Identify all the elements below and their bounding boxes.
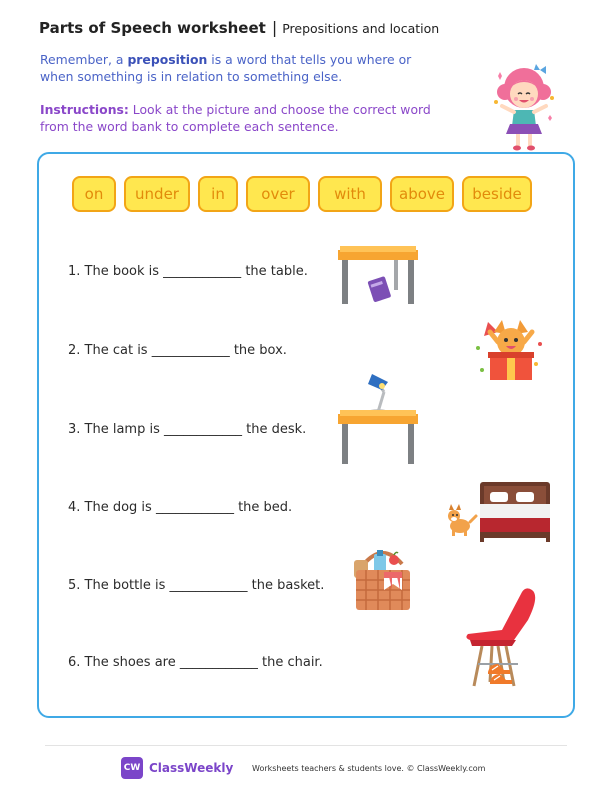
sentence-1: 1. The book is ____________ the table. xyxy=(68,264,308,279)
intro-prefix: Remember, a xyxy=(40,52,128,67)
sentence-6: 6. The shoes are ____________ the chair. xyxy=(68,655,323,670)
footer-tagline: Worksheets teachers & students love. © ClassWeekly.com xyxy=(252,764,486,773)
word-bank-item: under xyxy=(124,176,190,212)
word-bank-item: on xyxy=(72,176,116,212)
table-book-picture xyxy=(336,244,420,306)
word-bank-item: beside xyxy=(462,176,532,212)
word-bank-item: with xyxy=(318,176,382,212)
instructions-body: Look at the picture and choose the correct word from the word bank to complete each sentence. xyxy=(40,102,431,134)
cat-box-picture xyxy=(472,318,546,384)
worksheet-subtitle: Prepositions and location xyxy=(282,21,440,36)
sentence-4: 4. The dog is ____________ the bed. xyxy=(68,500,293,515)
word-bank-item: over xyxy=(246,176,310,212)
chair-shoes-picture xyxy=(462,586,540,690)
bottle-basket-picture xyxy=(350,546,416,612)
sentence-3: 3. The lamp is ____________ the desk. xyxy=(68,422,307,437)
intro-suffix: is a word that tells you where or when something is in relation to something else. xyxy=(40,52,412,84)
intro-keyword: preposition xyxy=(127,52,208,67)
page-header xyxy=(39,18,439,37)
instructions-label: Instructions: xyxy=(40,102,129,117)
sentence-5: 5. The bottle is ____________ the basket. xyxy=(68,578,325,593)
footer-brand xyxy=(121,757,233,779)
footer-divider xyxy=(45,745,567,746)
sentence-2: 2. The cat is ____________ the box. xyxy=(68,343,287,358)
lamp-desk-picture xyxy=(336,372,420,464)
intro-text xyxy=(40,52,440,85)
brand-name: ClassWeekly xyxy=(149,761,234,775)
word-bank-item: in xyxy=(198,176,238,212)
classweekly-logo-icon: CW xyxy=(121,757,143,779)
dog-bed-picture xyxy=(442,478,554,544)
instructions-text xyxy=(40,102,450,135)
word-bank xyxy=(72,176,532,212)
worksheet-title: Parts of Speech worksheet xyxy=(39,19,266,37)
title-separator: | xyxy=(271,18,278,37)
word-bank-item: above xyxy=(390,176,454,212)
girl-illustration xyxy=(488,58,560,154)
